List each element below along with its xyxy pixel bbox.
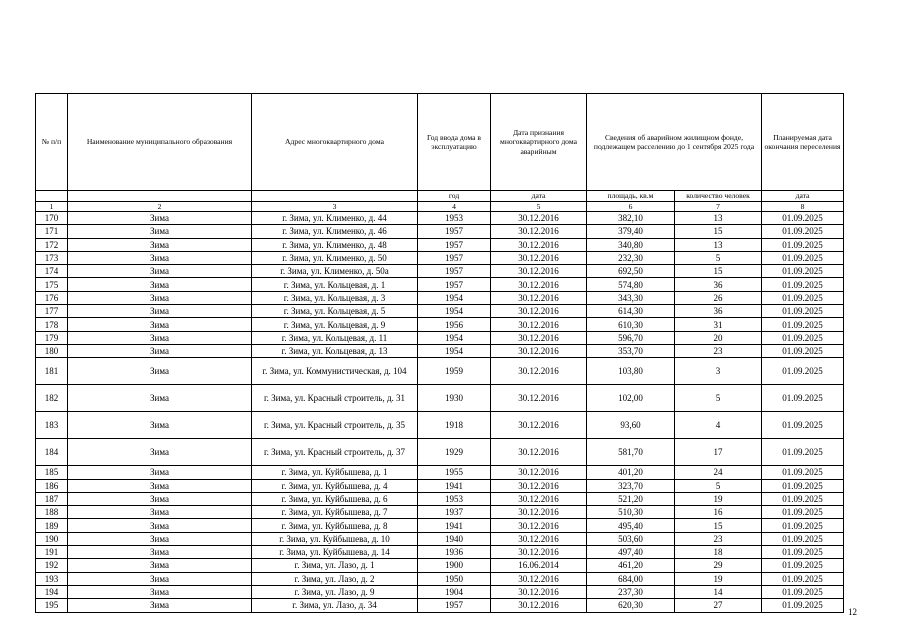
cell-planned-date: 01.09.2025: [762, 519, 844, 532]
cell-year: 1957: [418, 599, 491, 612]
cell-planned-date: 01.09.2025: [762, 278, 844, 291]
cell-address: г. Зима, ул. Кольцевая, д. 9: [252, 318, 418, 331]
cell-planned-date: 01.09.2025: [762, 439, 844, 466]
cell-address: г. Зима, ул. Куйбышева, д. 8: [252, 519, 418, 532]
col-number: 8: [762, 201, 844, 212]
cell-address: г. Зима, ул. Кольцевая, д. 3: [252, 291, 418, 304]
cell-row-number: 186: [36, 479, 68, 492]
cell-year: 1957: [418, 225, 491, 238]
cell-area: 102,00: [587, 385, 675, 412]
cell-municipality: Зима: [68, 519, 252, 532]
table-row: [36, 546, 844, 559]
col-number: 1: [36, 201, 68, 212]
cell-row-number: 190: [36, 532, 68, 545]
cell-planned-date: 01.09.2025: [762, 546, 844, 559]
table-row: [36, 412, 844, 439]
cell-emergency-date: 30.12.2016: [491, 599, 587, 612]
cell-row-number: 176: [36, 291, 68, 304]
unit-cell: [68, 191, 252, 202]
unit-date: дата: [491, 191, 587, 202]
cell-area: 620,30: [587, 599, 675, 612]
table-row: [36, 344, 844, 357]
cell-municipality: Зима: [68, 265, 252, 278]
cell-year: 1941: [418, 479, 491, 492]
cell-emergency-date: 30.12.2016: [491, 251, 587, 264]
header-emergency-fund: Сведения об аварийном жилищном фонде, подлежащем расселению до 1 сентября 2025 года: [587, 94, 762, 191]
col-number: 2: [68, 201, 252, 212]
cell-row-number: 187: [36, 492, 68, 505]
cell-emergency-date: 30.12.2016: [491, 305, 587, 318]
cell-year: 1941: [418, 519, 491, 532]
cell-area: 461,20: [587, 559, 675, 572]
cell-address: г. Зима, ул. Куйбышева, д. 4: [252, 479, 418, 492]
cell-municipality: Зима: [68, 225, 252, 238]
cell-people: 16: [675, 506, 762, 519]
cell-municipality: Зима: [68, 479, 252, 492]
cell-year: 1959: [418, 358, 491, 385]
unit-area: площадь, кв.м: [587, 191, 675, 202]
table-row: [36, 291, 844, 304]
cell-address: г. Зима, ул. Коммунистическая, д. 104: [252, 358, 418, 385]
cell-emergency-date: 30.12.2016: [491, 492, 587, 505]
table-row: [36, 305, 844, 318]
col-number: 6: [587, 201, 675, 212]
cell-municipality: Зима: [68, 466, 252, 479]
cell-year: 1900: [418, 559, 491, 572]
table-row: [36, 212, 844, 225]
cell-municipality: Зима: [68, 559, 252, 572]
table-row: [36, 439, 844, 466]
cell-row-number: 195: [36, 599, 68, 612]
header-year: Год ввода дома в эксплуатацию: [418, 94, 491, 191]
cell-municipality: Зима: [68, 572, 252, 585]
cell-emergency-date: 16.06.2014: [491, 559, 587, 572]
header-address: Адрес многоквартирного дома: [252, 94, 418, 191]
cell-address: г. Зима, ул. Куйбышева, д. 6: [252, 492, 418, 505]
table-row: [36, 479, 844, 492]
cell-planned-date: 01.09.2025: [762, 238, 844, 251]
cell-people: 23: [675, 532, 762, 545]
cell-row-number: 173: [36, 251, 68, 264]
cell-area: 503,60: [587, 532, 675, 545]
cell-municipality: Зима: [68, 546, 252, 559]
cell-municipality: Зима: [68, 385, 252, 412]
cell-municipality: Зима: [68, 439, 252, 466]
table-row: [36, 385, 844, 412]
header-planned-date: Планируемая дата окончания переселения: [762, 94, 844, 191]
cell-planned-date: 01.09.2025: [762, 344, 844, 357]
unit-cell: [36, 191, 68, 202]
cell-area: 581,70: [587, 439, 675, 466]
cell-area: 382,10: [587, 212, 675, 225]
table-row: [36, 519, 844, 532]
cell-row-number: 192: [36, 559, 68, 572]
cell-area: 684,00: [587, 572, 675, 585]
cell-municipality: Зима: [68, 492, 252, 505]
unit-people: количество человек: [675, 191, 762, 202]
cell-row-number: 185: [36, 466, 68, 479]
header-municipality: Наименование муниципального образования: [68, 94, 252, 191]
cell-year: 1957: [418, 278, 491, 291]
cell-row-number: 174: [36, 265, 68, 278]
cell-area: 692,50: [587, 265, 675, 278]
cell-emergency-date: 30.12.2016: [491, 331, 587, 344]
cell-emergency-date: 30.12.2016: [491, 225, 587, 238]
cell-emergency-date: 30.12.2016: [491, 519, 587, 532]
cell-area: 574,80: [587, 278, 675, 291]
col-number: 7: [675, 201, 762, 212]
cell-emergency-date: 30.12.2016: [491, 291, 587, 304]
cell-year: 1954: [418, 331, 491, 344]
cell-municipality: Зима: [68, 305, 252, 318]
cell-municipality: Зима: [68, 585, 252, 598]
cell-row-number: 178: [36, 318, 68, 331]
cell-municipality: Зима: [68, 358, 252, 385]
header-num: № п/п: [36, 94, 68, 191]
table-row: [36, 331, 844, 344]
cell-emergency-date: 30.12.2016: [491, 466, 587, 479]
cell-planned-date: 01.09.2025: [762, 225, 844, 238]
cell-year: 1954: [418, 305, 491, 318]
cell-planned-date: 01.09.2025: [762, 559, 844, 572]
cell-address: г. Зима, ул. Клименко, д. 50: [252, 251, 418, 264]
cell-planned-date: 01.09.2025: [762, 251, 844, 264]
cell-people: 3: [675, 358, 762, 385]
cell-people: 36: [675, 305, 762, 318]
cell-emergency-date: 30.12.2016: [491, 572, 587, 585]
cell-year: 1930: [418, 385, 491, 412]
table-row: [36, 559, 844, 572]
cell-emergency-date: 30.12.2016: [491, 546, 587, 559]
table-row: [36, 466, 844, 479]
cell-area: 521,20: [587, 492, 675, 505]
cell-people: 15: [675, 519, 762, 532]
cell-year: 1904: [418, 585, 491, 598]
col-number: 5: [491, 201, 587, 212]
cell-year: 1955: [418, 466, 491, 479]
cell-people: 26: [675, 291, 762, 304]
cell-planned-date: 01.09.2025: [762, 265, 844, 278]
cell-municipality: Зима: [68, 506, 252, 519]
cell-municipality: Зима: [68, 238, 252, 251]
cell-people: 27: [675, 599, 762, 612]
cell-people: 14: [675, 585, 762, 598]
cell-emergency-date: 30.12.2016: [491, 344, 587, 357]
table-row: [36, 265, 844, 278]
cell-area: 379,40: [587, 225, 675, 238]
cell-people: 15: [675, 265, 762, 278]
cell-row-number: 175: [36, 278, 68, 291]
table-row: [36, 238, 844, 251]
table-row: [36, 492, 844, 505]
col-number: 4: [418, 201, 491, 212]
cell-people: 20: [675, 331, 762, 344]
cell-emergency-date: 30.12.2016: [491, 585, 587, 598]
cell-row-number: 182: [36, 385, 68, 412]
cell-area: 495,40: [587, 519, 675, 532]
cell-address: г. Зима, ул. Куйбышева, д. 14: [252, 546, 418, 559]
cell-people: 29: [675, 559, 762, 572]
cell-address: г. Зима, ул. Лазо, д. 1: [252, 559, 418, 572]
cell-address: г. Зима, ул. Красный строитель, д. 37: [252, 439, 418, 466]
cell-emergency-date: 30.12.2016: [491, 479, 587, 492]
cell-emergency-date: 30.12.2016: [491, 439, 587, 466]
cell-planned-date: 01.09.2025: [762, 479, 844, 492]
cell-municipality: Зима: [68, 318, 252, 331]
cell-planned-date: 01.09.2025: [762, 412, 844, 439]
cell-row-number: 171: [36, 225, 68, 238]
cell-planned-date: 01.09.2025: [762, 331, 844, 344]
cell-people: 23: [675, 344, 762, 357]
table-row: [36, 506, 844, 519]
cell-municipality: Зима: [68, 291, 252, 304]
cell-emergency-date: 30.12.2016: [491, 506, 587, 519]
cell-row-number: 184: [36, 439, 68, 466]
cell-area: 237,30: [587, 585, 675, 598]
cell-year: 1954: [418, 291, 491, 304]
cell-municipality: Зима: [68, 251, 252, 264]
cell-area: 353,70: [587, 344, 675, 357]
table-row: [36, 278, 844, 291]
table-row: [36, 251, 844, 264]
table-row: [36, 532, 844, 545]
cell-people: 17: [675, 439, 762, 466]
cell-year: 1940: [418, 532, 491, 545]
cell-people: 31: [675, 318, 762, 331]
cell-municipality: Зима: [68, 599, 252, 612]
cell-municipality: Зима: [68, 278, 252, 291]
cell-area: 232,30: [587, 251, 675, 264]
table-row: [36, 599, 844, 612]
housing-table: [35, 93, 844, 613]
unit-cell: [252, 191, 418, 202]
cell-people: 36: [675, 278, 762, 291]
table-row: [36, 225, 844, 238]
cell-address: г. Зима, ул. Кольцевая, д. 11: [252, 331, 418, 344]
table-row: [36, 572, 844, 585]
cell-planned-date: 01.09.2025: [762, 466, 844, 479]
cell-area: 497,40: [587, 546, 675, 559]
cell-address: г. Зима, ул. Кольцевая, д. 5: [252, 305, 418, 318]
cell-emergency-date: 30.12.2016: [491, 212, 587, 225]
cell-address: г. Зима, ул. Лазо, д. 2: [252, 572, 418, 585]
cell-year: 1936: [418, 546, 491, 559]
column-numbers-row: [36, 201, 844, 212]
cell-people: 15: [675, 225, 762, 238]
unit-planned-date: дата: [762, 191, 844, 202]
cell-area: 103,80: [587, 358, 675, 385]
cell-people: 5: [675, 385, 762, 412]
table-body: [36, 212, 844, 613]
table-row: [36, 318, 844, 331]
cell-municipality: Зима: [68, 344, 252, 357]
cell-planned-date: 01.09.2025: [762, 506, 844, 519]
cell-emergency-date: 30.12.2016: [491, 385, 587, 412]
cell-area: 323,70: [587, 479, 675, 492]
cell-row-number: 172: [36, 238, 68, 251]
cell-address: г. Зима, ул. Красный строитель, д. 31: [252, 385, 418, 412]
cell-municipality: Зима: [68, 212, 252, 225]
cell-planned-date: 01.09.2025: [762, 599, 844, 612]
cell-year: 1918: [418, 412, 491, 439]
cell-planned-date: 01.09.2025: [762, 385, 844, 412]
cell-address: г. Зима, ул. Клименко, д. 44: [252, 212, 418, 225]
cell-planned-date: 01.09.2025: [762, 291, 844, 304]
cell-row-number: 181: [36, 358, 68, 385]
cell-emergency-date: 30.12.2016: [491, 532, 587, 545]
cell-people: 13: [675, 238, 762, 251]
cell-row-number: 183: [36, 412, 68, 439]
cell-emergency-date: 30.12.2016: [491, 238, 587, 251]
cell-planned-date: 01.09.2025: [762, 358, 844, 385]
cell-people: 19: [675, 492, 762, 505]
cell-area: 614,30: [587, 305, 675, 318]
units-row: [36, 191, 844, 202]
cell-municipality: Зима: [68, 331, 252, 344]
cell-people: 5: [675, 251, 762, 264]
cell-address: г. Зима, ул. Лазо, д. 9: [252, 585, 418, 598]
cell-row-number: 170: [36, 212, 68, 225]
page-number: 12: [848, 607, 857, 617]
cell-address: г. Зима, ул. Куйбышева, д. 1: [252, 466, 418, 479]
cell-planned-date: 01.09.2025: [762, 212, 844, 225]
cell-address: г. Зима, ул. Клименко, д. 50а: [252, 265, 418, 278]
cell-row-number: 193: [36, 572, 68, 585]
table-row: [36, 358, 844, 385]
cell-year: 1929: [418, 439, 491, 466]
cell-emergency-date: 30.12.2016: [491, 265, 587, 278]
cell-municipality: Зима: [68, 412, 252, 439]
cell-year: 1950: [418, 572, 491, 585]
cell-year: 1956: [418, 318, 491, 331]
cell-year: 1957: [418, 265, 491, 278]
cell-year: 1954: [418, 344, 491, 357]
cell-area: 340,80: [587, 238, 675, 251]
cell-year: 1953: [418, 492, 491, 505]
cell-row-number: 189: [36, 519, 68, 532]
cell-emergency-date: 30.12.2016: [491, 278, 587, 291]
cell-address: г. Зима, ул. Лазо, д. 34: [252, 599, 418, 612]
cell-address: г. Зима, ул. Кольцевая, д. 13: [252, 344, 418, 357]
cell-area: 596,70: [587, 331, 675, 344]
cell-area: 510,30: [587, 506, 675, 519]
cell-address: г. Зима, ул. Клименко, д. 48: [252, 238, 418, 251]
cell-row-number: 194: [36, 585, 68, 598]
cell-address: г. Зима, ул. Куйбышева, д. 7: [252, 506, 418, 519]
cell-people: 4: [675, 412, 762, 439]
cell-emergency-date: 30.12.2016: [491, 358, 587, 385]
cell-address: г. Зима, ул. Клименко, д. 46: [252, 225, 418, 238]
table-row: [36, 585, 844, 598]
cell-address: г. Зима, ул. Красный строитель, д. 35: [252, 412, 418, 439]
cell-year: 1957: [418, 238, 491, 251]
cell-people: 5: [675, 479, 762, 492]
cell-people: 13: [675, 212, 762, 225]
cell-year: 1953: [418, 212, 491, 225]
cell-area: 343,30: [587, 291, 675, 304]
cell-planned-date: 01.09.2025: [762, 492, 844, 505]
cell-area: 610,30: [587, 318, 675, 331]
cell-row-number: 188: [36, 506, 68, 519]
cell-emergency-date: 30.12.2016: [491, 412, 587, 439]
cell-planned-date: 01.09.2025: [762, 585, 844, 598]
cell-address: г. Зима, ул. Кольцевая, д. 1: [252, 278, 418, 291]
cell-year: 1937: [418, 506, 491, 519]
cell-row-number: 177: [36, 305, 68, 318]
cell-people: 19: [675, 572, 762, 585]
cell-area: 401,20: [587, 466, 675, 479]
cell-planned-date: 01.09.2025: [762, 532, 844, 545]
header-row: [36, 94, 844, 191]
cell-area: 93,60: [587, 412, 675, 439]
cell-year: 1957: [418, 251, 491, 264]
cell-planned-date: 01.09.2025: [762, 318, 844, 331]
col-number: 3: [252, 201, 418, 212]
cell-address: г. Зима, ул. Куйбышева, д. 10: [252, 532, 418, 545]
cell-row-number: 191: [36, 546, 68, 559]
cell-planned-date: 01.09.2025: [762, 572, 844, 585]
cell-people: 18: [675, 546, 762, 559]
cell-planned-date: 01.09.2025: [762, 305, 844, 318]
header-emergency-date: Дата признания многоквартирного дома аварийным: [491, 94, 587, 191]
unit-year: год: [418, 191, 491, 202]
cell-people: 24: [675, 466, 762, 479]
cell-row-number: 179: [36, 331, 68, 344]
cell-municipality: Зима: [68, 532, 252, 545]
cell-emergency-date: 30.12.2016: [491, 318, 587, 331]
cell-row-number: 180: [36, 344, 68, 357]
